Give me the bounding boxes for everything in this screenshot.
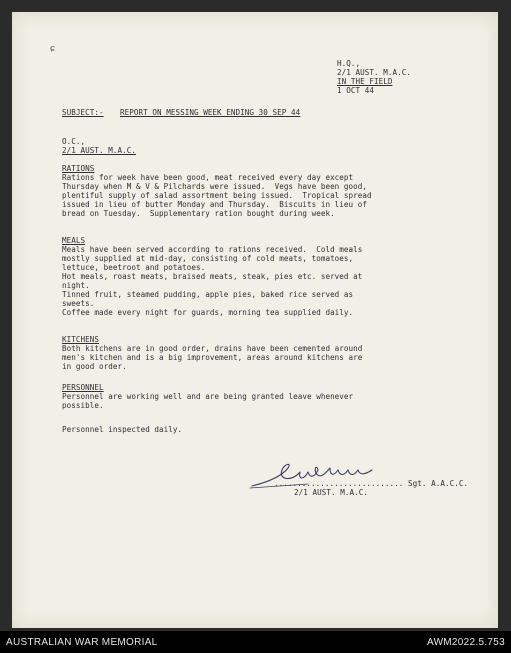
rations-line: issued in lieu of butter Monday and Thursday. Biscuits in lieu of <box>62 200 368 209</box>
header-location: IN THE FIELD <box>337 77 393 86</box>
signature-rank: Sgt. A.A.C.C. <box>408 479 469 488</box>
kitchens-heading: KITCHENS <box>62 335 99 344</box>
personnel-heading: PERSONNEL <box>62 383 104 392</box>
archive-footer <box>0 631 511 653</box>
meals-line: Hot meals, roast meats, braised meats, steak, pies etc. served at <box>62 272 363 281</box>
meals-line: Tinned fruit, steamed pudding, apple pies, baked rice served as <box>62 290 354 299</box>
footer-institution: AUSTRALIAN WAR MEMORIAL <box>6 637 158 648</box>
rations-line: Thursday when M & V & Pilchards were issued. Vegs have been good, <box>62 182 368 191</box>
meals-heading: MEALS <box>62 236 86 245</box>
margin-mark: ɕ <box>50 44 56 54</box>
header-unit: 2/1 AUST. M.A.C. <box>337 68 411 77</box>
kitchens-line: Both kitchens are in good order, drains have been cemented around <box>62 344 363 353</box>
closing-note: Personnel inspected daily. <box>62 425 183 434</box>
meals-line: mostly supplied at mid-day, consisting of cold meats, tomatoes, <box>62 254 354 263</box>
meals-line: lettuce, beetroot and potatoes. <box>62 263 206 272</box>
addressee-unit: 2/1 AUST. M.A.C. <box>62 146 136 155</box>
signature-dots: ............................ <box>274 479 404 488</box>
footer-accession-number: AWM2022.5.753 <box>426 637 505 648</box>
meals-line: Coffee made every night for guards, morning tea supplied daily. <box>62 308 354 317</box>
meals-line: Meals have been served according to rations received. Cold meals <box>62 245 363 254</box>
rations-line: plentiful supply of salad assortment being issued. Tropical spread <box>62 191 372 200</box>
subject-text: REPORT ON MESSING WEEK ENDING 30 SEP 44 <box>120 108 301 117</box>
rations-line: Rations for week have been good, meat received every day except <box>62 173 354 182</box>
personnel-line: possible. <box>62 401 104 410</box>
signature-unit: 2/1 AUST. M.A.C. <box>294 488 368 497</box>
kitchens-line: men's kitchen and is a big improvement, areas around kitchens are <box>62 353 363 362</box>
header-hq: H.Q., <box>337 59 361 68</box>
addressee-oc: O.C., <box>62 137 86 146</box>
personnel-line: Personnel are working well and are being granted leave whenever <box>62 392 354 401</box>
meals-line: night. <box>62 281 90 290</box>
rations-line: bread on Tuesday. Supplementary ration bought during week. <box>62 209 335 218</box>
document-page <box>12 12 498 628</box>
subject-label: SUBJECT:- <box>62 108 104 117</box>
header-date: 1 OCT 44 <box>337 86 374 95</box>
rations-heading: RATIONS <box>62 164 95 173</box>
kitchens-line: in good order. <box>62 362 127 371</box>
meals-line: sweets. <box>62 299 95 308</box>
